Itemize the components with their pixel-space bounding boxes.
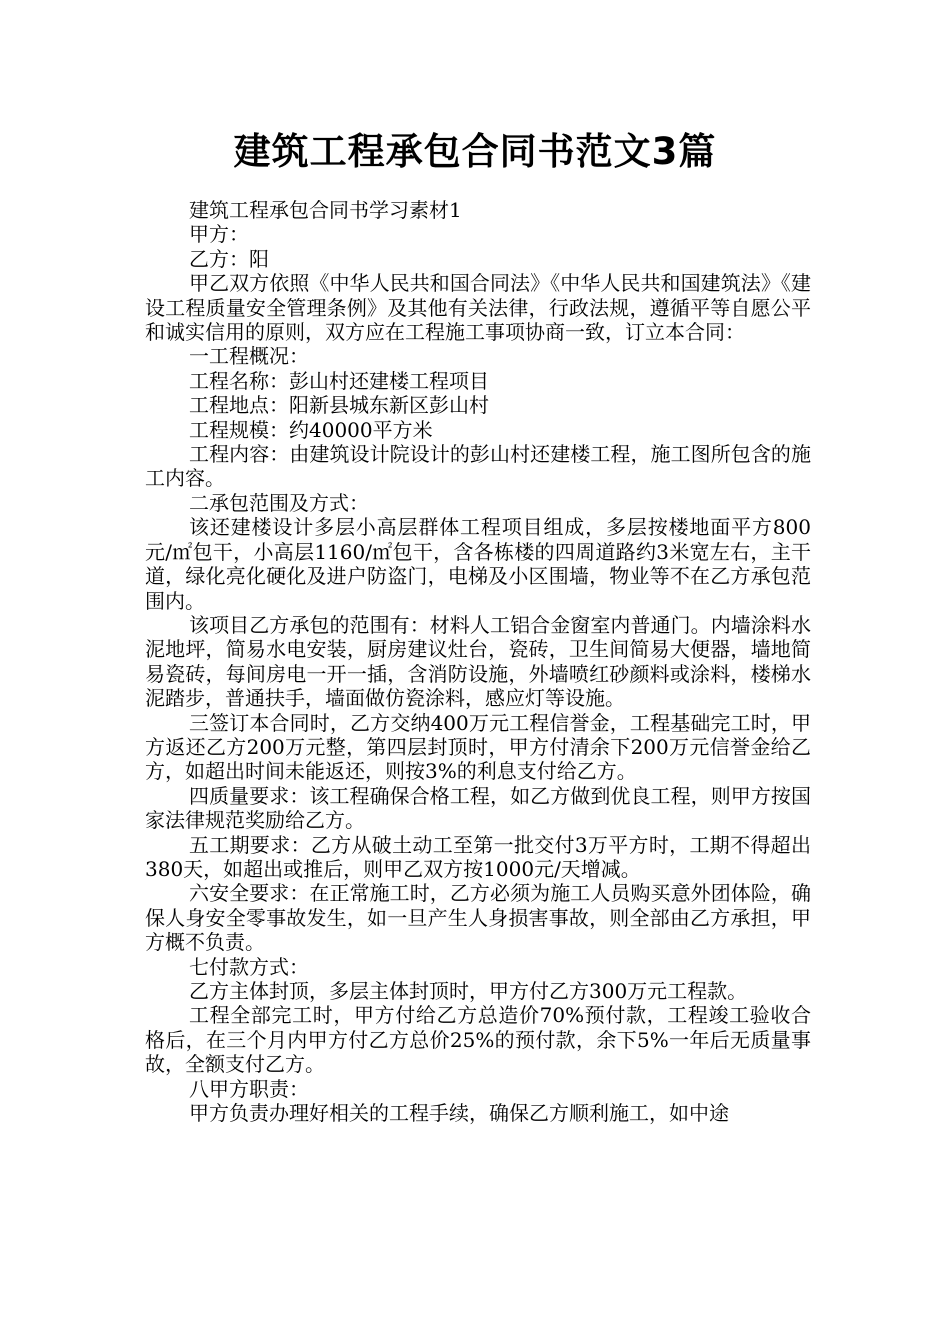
section-heading-payment: 七付款方式： xyxy=(189,954,309,979)
scope-paragraph-1: 该还建楼设计多层小高层群体工程项目组成，多层按楼地面平方800元/㎡包干，小高层1160/㎡包干，含各栋楼的四周道路约3米宽左右，主干道，绿化亮化硬化及进户防盗门，电梯及小区围墙，物业等不在乙方承包范围内。 xyxy=(145,515,811,613)
quality-paragraph: 四质量要求：该工程确保合格工程，如乙方做到优良工程，则甲方按国家法律规范奖励给乙方。 xyxy=(145,783,811,833)
party-b-line: 乙方：阳 xyxy=(189,246,269,271)
project-location-line: 工程地点：阳新县城东新区彭山村 xyxy=(189,393,489,418)
section-heading-overview: 一工程概况： xyxy=(189,344,309,369)
project-scale-line: 工程规模：约40000平方米 xyxy=(189,417,433,442)
preamble-paragraph: 甲乙双方依照《中华人民共和国合同法》《中华人民共和国建筑法》《建设工程质量安全管理条例》及其他有关法律，行政法规，遵循平等自愿公平和诚实信用的原则，双方应在工程施工事项协商一致，订立本合同： xyxy=(145,271,811,345)
document-body xyxy=(145,198,811,1125)
safety-paragraph: 六安全要求：在正常施工时，乙方必须为施工人员购买意外团体险，确保人身安全零事故发生，如一旦产生人身损害事故，则全部由乙方承担，甲方概不负责。 xyxy=(145,881,811,955)
subtitle-paragraph: 建筑工程承包合同书学习素材1 xyxy=(189,198,462,222)
schedule-paragraph: 五工期要求：乙方从破土动工至第一批交付3万平方时，工期不得超出380天，如超出或推后，则甲乙双方按1000元/天增减。 xyxy=(145,832,811,881)
project-name-line: 工程名称：彭山村还建楼工程项目 xyxy=(189,368,489,393)
payment-paragraph-2: 工程全部完工时，甲方付给乙方总造价70%预付款，工程竣工验收合格后，在三个月内甲方付乙方总价25%的预付款，余下5%一年后无质量事故，全额支付乙方。 xyxy=(145,1003,811,1077)
section-heading-party-a-duties: 八甲方职责： xyxy=(189,1076,309,1101)
payment-paragraph-1: 乙方主体封顶，多层主体封顶时，甲方付乙方300万元工程款。 xyxy=(189,979,748,1003)
scope-paragraph-2: 该项目乙方承包的范围有：材料人工铝合金窗室内普通门。内墙涂料水泥地坪，简易水电安装，厨房建议灶台，瓷砖，卫生间简易大便器，墙地简易瓷砖，每间房电一开一插，含消防设施，外墙喷红砂颜料或涂料，楼梯水泥踏步，普通扶手，墙面做仿瓷涂料，感应灯等设施。 xyxy=(145,612,811,711)
section-heading-scope: 二承包范围及方式： xyxy=(189,490,369,515)
party-a-line: 甲方： xyxy=(189,222,249,247)
project-content-paragraph: 工程内容：由建筑设计院设计的彭山村还建楼工程，施工图所包含的施工内容。 xyxy=(145,442,811,491)
document-title: 建筑工程承包合同书范文3篇 xyxy=(233,130,717,173)
party-a-duties-paragraph: 甲方负责办理好相关的工程手续，确保乙方顺利施工，如中途 xyxy=(189,1101,729,1126)
deposit-paragraph: 三签订本合同时，乙方交纳400万元工程信誉金，工程基础完工时，甲方返还乙方200万元整，第四层封顶时，甲方付清余下200万元信誉金给乙方，如超出时间未能返还，则按3%的利息支付给乙方。 xyxy=(145,710,811,784)
